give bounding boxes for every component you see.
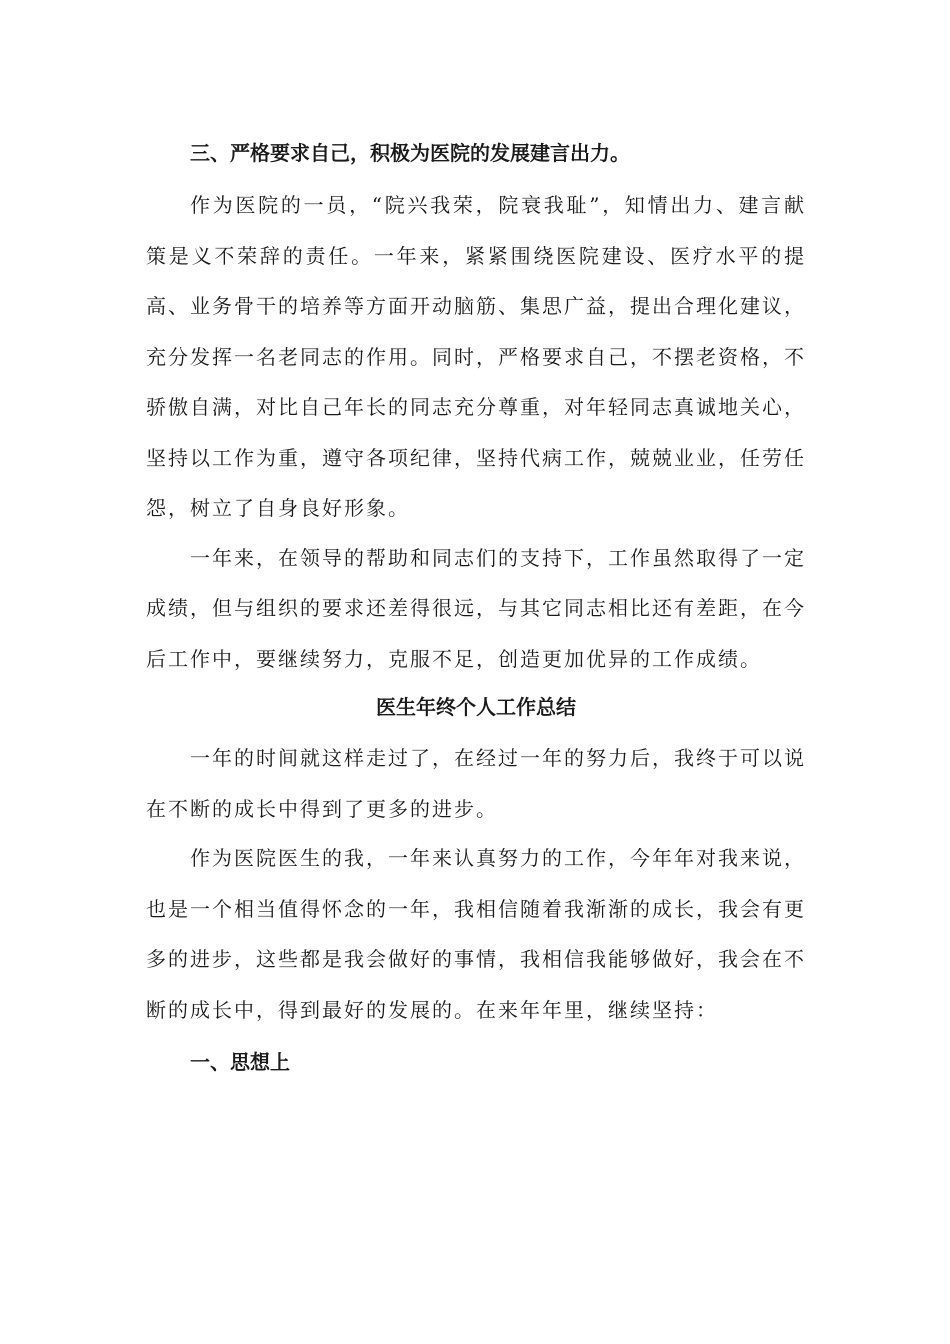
paragraph: 作为医院医生的我，一年来认真努力的工作，今年年对我来说，也是一个相当值得怀念的一年，我相信随着我渐渐的成长，我会有更多的进步，这些都是我会做好的事情，我相信我能够做好，我会在不断的成长中，得到最好的发展的。在来年年里，继续坚持： [146,846,806,1022]
document-body [146,128,806,1087]
section-heading-3: 三、严格要求自己，积极为医院的发展建言出力。 [190,141,630,165]
article-title: 医生年终个人工作总结 [376,695,576,719]
section-heading-1: 一、思想上 [190,1050,290,1074]
paragraph: 作为医院的一员，“院兴我荣，院衰我耻”，知情出力、建言献策是义不荣辞的责任。一年来，紧紧围绕医院建设、医疗水平的提高、业务骨干的培养等方面开动脑筋、集思广益，提出合理化建议，充分发挥一名老同志的作用。同时，严格要求自己，不摆老资格，不骄傲自满，对比自己年长的同志充分尊重，对年轻同志真诚地关心，坚持以工作为重，遵守各项纪律，坚持代病工作，兢兢业业，任劳任怨，树立了自身良好形象。 [146,193,806,520]
paragraph: 一年的时间就这样走过了，在经过一年的努力后，我终于可以说在不断的成长中得到了更多的进步。 [146,746,806,821]
paragraph: 一年来，在领导的帮助和同志们的支持下，工作虽然取得了一定成绩，但与组织的要求还差得很远，与其它同志相比还有差距，在今后工作中，要继续努力，克服不足，创造更加优异的工作成绩。 [146,545,806,671]
